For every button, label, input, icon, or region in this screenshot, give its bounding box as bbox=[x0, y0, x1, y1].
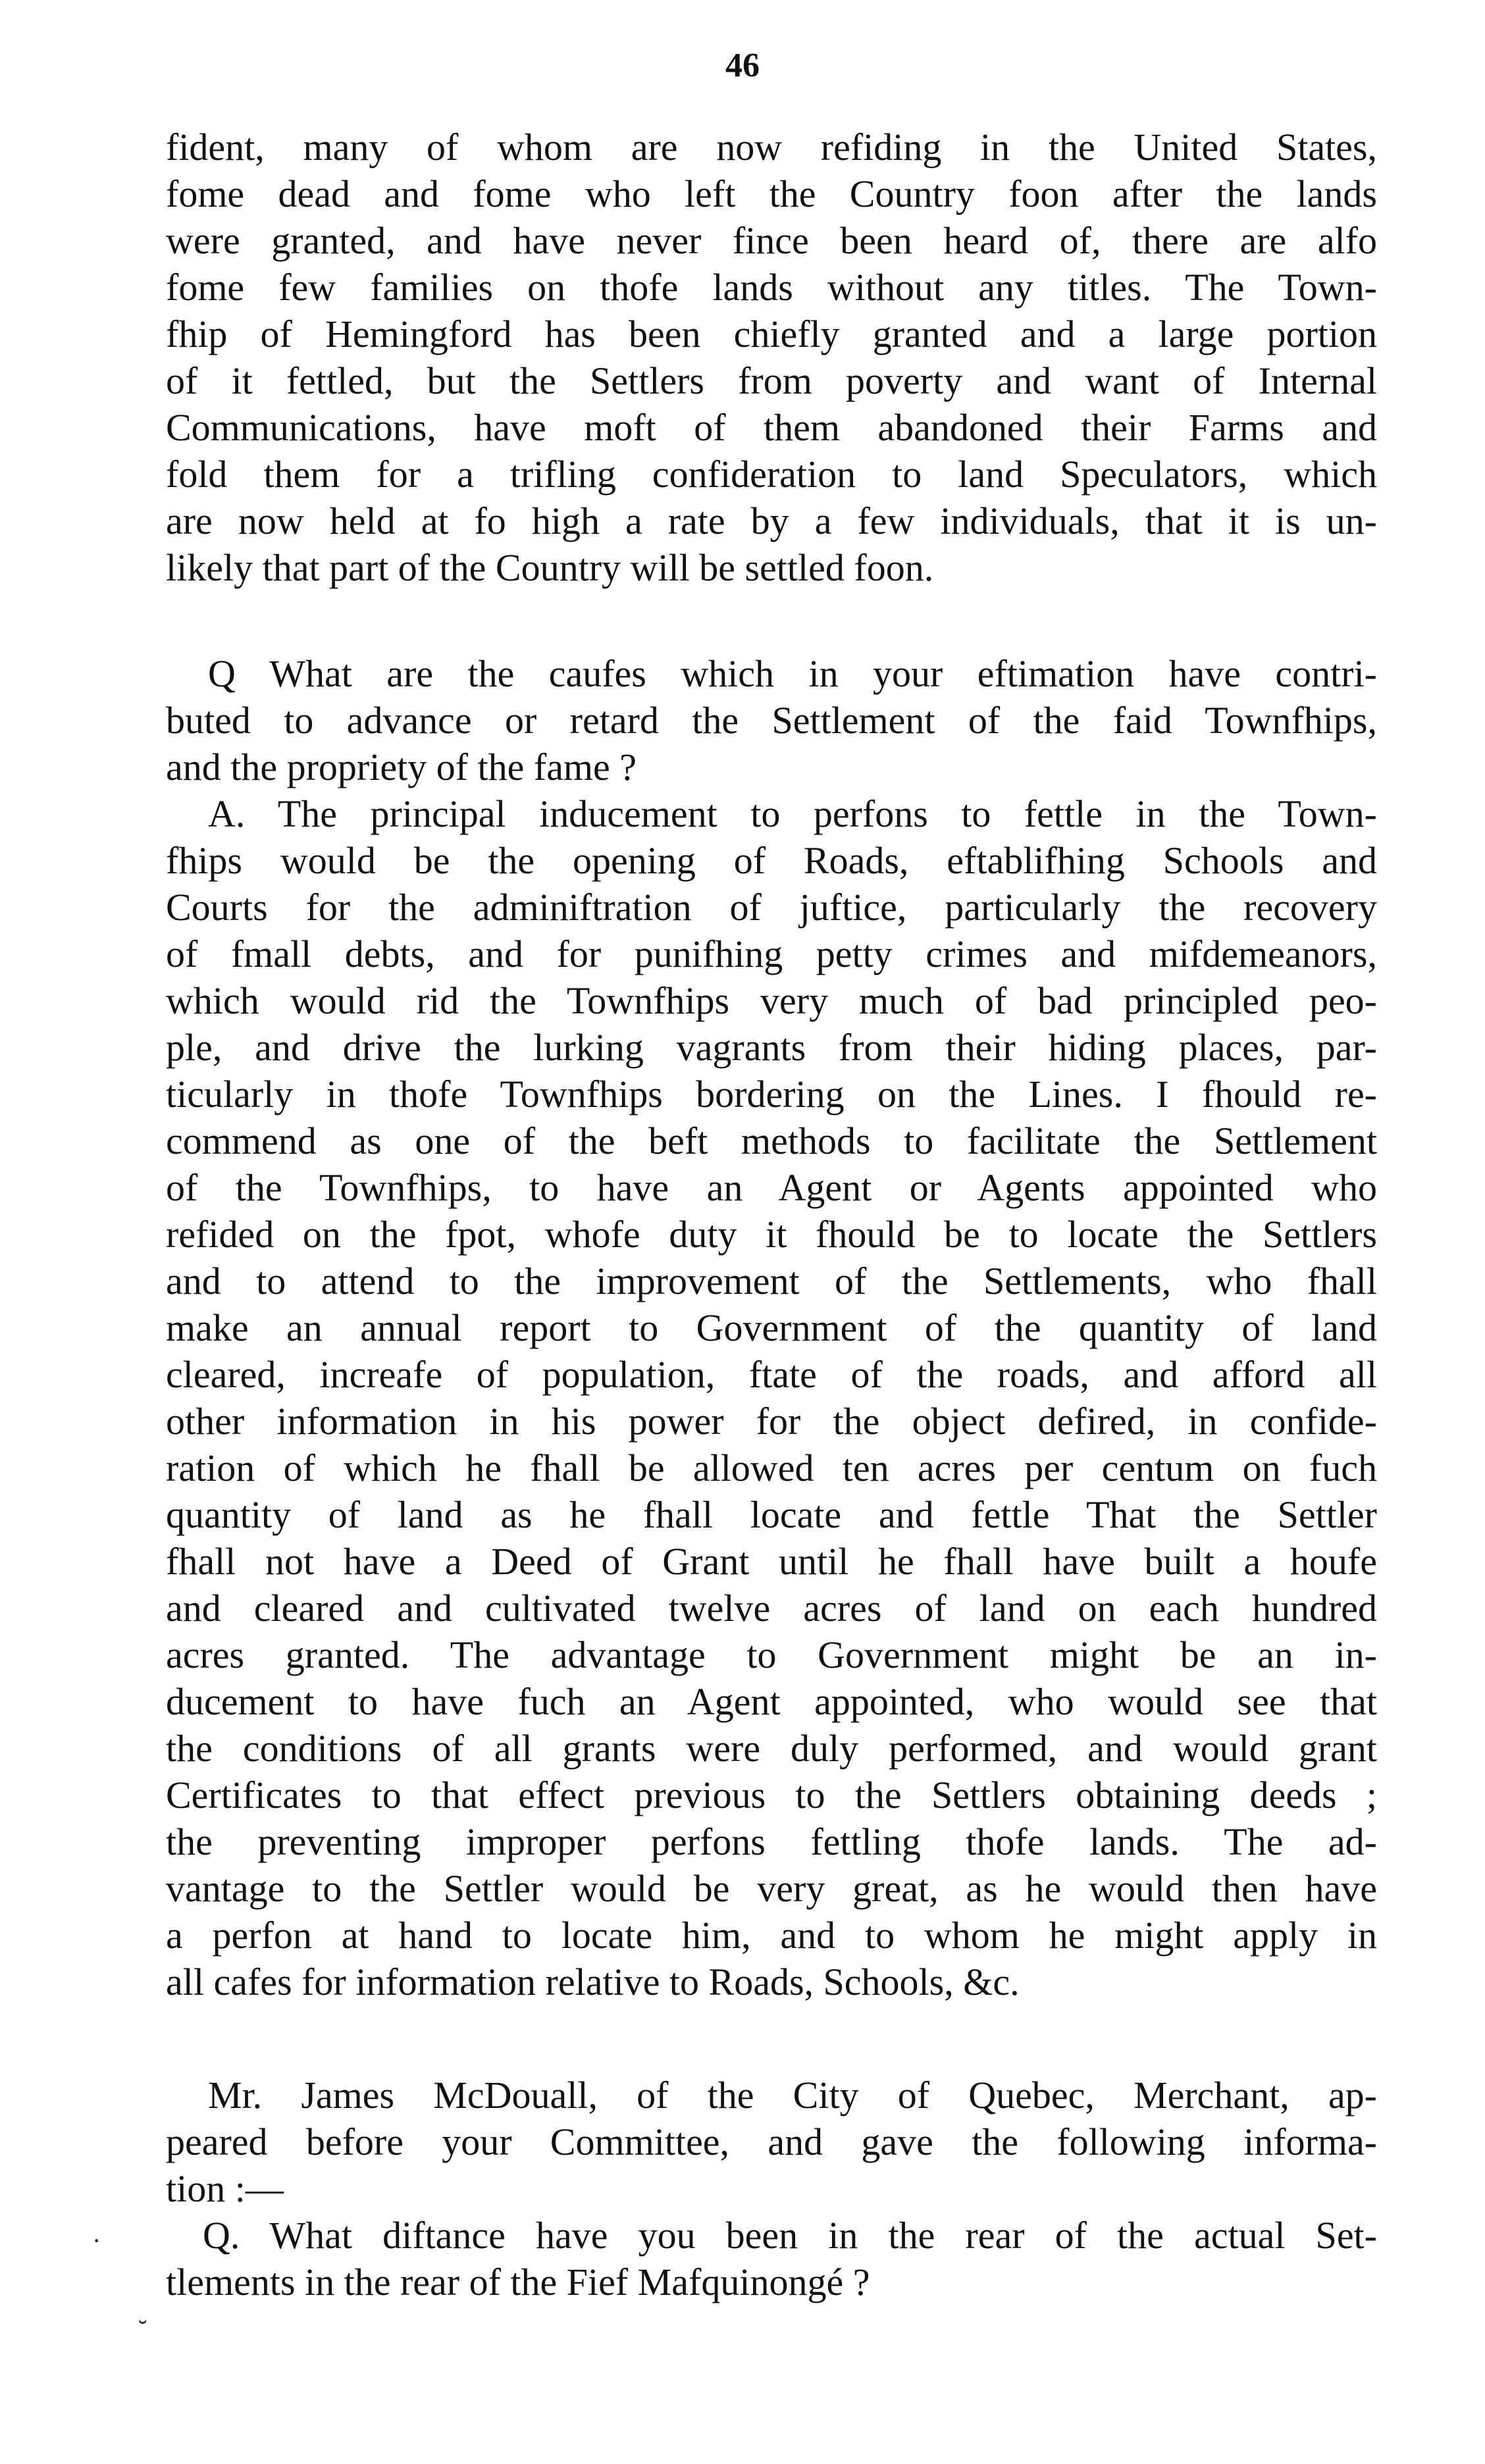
text-line: peared before your Committee, and gave the following informa- bbox=[166, 2120, 1377, 2163]
text-line: fhips would be the opening of Roads, eftablifhing Schools and bbox=[166, 839, 1377, 882]
text-line: fome few families on thofe lands without any titles. The Town- bbox=[166, 266, 1377, 309]
text-line: Certificates to that effect previous to the Settlers obtaining deeds ; bbox=[166, 1774, 1377, 1816]
question-line: Q. What diftance have you been in the rear of the actual Set- bbox=[203, 2214, 1377, 2257]
text-line: ration of which he fhall be allowed ten acres per centum on fuch bbox=[166, 1447, 1377, 1489]
text-line: commend as one of the beft methods to facilitate the Settlement bbox=[166, 1119, 1377, 1162]
text-line: vantage to the Settler would be very great, as he would then have bbox=[166, 1867, 1377, 1910]
text-line: fident, many of whom are now refiding in the United States, bbox=[166, 126, 1377, 168]
text-line: ple, and drive the lurking vagrants from their hiding places, par- bbox=[166, 1026, 1377, 1069]
text-line: and to attend to the improvement of the Settlements, who fhall bbox=[166, 1260, 1377, 1302]
text-line: cleared, increafe of population, ftate of the roads, and afford all bbox=[166, 1353, 1377, 1396]
text-line: likely that part of the Country will be settled foon. bbox=[166, 546, 934, 589]
margin-speck: · bbox=[92, 2226, 101, 2255]
text-line: refided on the fpot, whofe duty it fhould be to locate the Settlers bbox=[166, 1213, 1377, 1256]
text-line: buted to advance or retard the Settlement of the faid Townfhips, bbox=[166, 699, 1377, 742]
text-line: ducement to have fuch an Agent appointed, who would see that bbox=[166, 1680, 1377, 1723]
text-line: of the Townfhips, to have an Agent or Agents appointed who bbox=[166, 1166, 1377, 1209]
question-line: Q What are the caufes which in your eftimation have contri- bbox=[208, 652, 1377, 695]
text-line: the conditions of all grants were duly performed, and would grant bbox=[166, 1727, 1377, 1770]
text-line: of fmall debts, and for punifhing petty crimes and mifdemeanors, bbox=[166, 933, 1377, 975]
text-line: make an annual report to Government of the quantity of land bbox=[166, 1306, 1377, 1349]
text-line: fhip of Hemingford has been chiefly granted and a large portion bbox=[166, 313, 1377, 355]
answer-line: A. The principal inducement to perfons to fettle in the Town- bbox=[208, 792, 1377, 835]
margin-speck: ˘ bbox=[138, 2315, 147, 2344]
paragraph-question-answer bbox=[166, 650, 1377, 2005]
text-line: Communications, have moft of them abandoned their Farms and bbox=[166, 406, 1377, 449]
text-line: and the propriety of the fame ? bbox=[166, 746, 637, 788]
paragraph-settlement-status bbox=[166, 124, 1377, 591]
text-line: fome dead and fome who left the Country foon after the lands bbox=[166, 172, 1377, 215]
text-line: Mr. James McDouall, of the City of Quebec, Merchant, ap- bbox=[208, 2074, 1377, 2117]
text-line: and cleared and cultivated twelve acres of land on each hundred bbox=[166, 1587, 1377, 1630]
text-line: are now held at fo high a rate by a few individuals, that it is un- bbox=[166, 500, 1377, 542]
text-line: quantity of land as he fhall locate and fettle That the Settler bbox=[166, 1493, 1377, 1536]
text-line: a perfon at hand to locate him, and to whom he might apply in bbox=[166, 1914, 1377, 1957]
text-line: acres granted. The advantage to Government might be an in- bbox=[166, 1633, 1377, 1676]
text-line: were granted, and have never fince been heard of, there are alfo bbox=[166, 219, 1377, 262]
text-line: other information in his power for the object defired, in confide- bbox=[166, 1400, 1377, 1443]
text-line: which would rid the Townfhips very much of bad principled peo- bbox=[166, 979, 1377, 1022]
text-line: tlements in the rear of the Fief Mafquinongé ? bbox=[166, 2261, 870, 2303]
text-line: tion :— bbox=[166, 2167, 284, 2210]
text-line: fhall not have a Deed of Grant until he fhall have built a houfe bbox=[166, 1540, 1377, 1583]
page-number: 46 bbox=[725, 47, 760, 84]
text-line: Courts for the adminiftration of juftice, particularly the recovery bbox=[166, 886, 1377, 929]
text-line: the preventing improper perfons fettling thofe lands. The ad- bbox=[166, 1820, 1377, 1863]
paragraph-mcdouall-testimony bbox=[166, 2072, 1377, 2305]
text-line: of it fettled, but the Settlers from poverty and want of Internal bbox=[166, 359, 1377, 402]
text-line: fold them for a trifling confideration to land Speculators, which bbox=[166, 453, 1377, 496]
text-line: all cafes for information relative to Roads, Schools, &c. bbox=[166, 1961, 1020, 2003]
text-line: ticularly in thofe Townfhips bordering on the Lines. I fhould re- bbox=[166, 1073, 1377, 1116]
